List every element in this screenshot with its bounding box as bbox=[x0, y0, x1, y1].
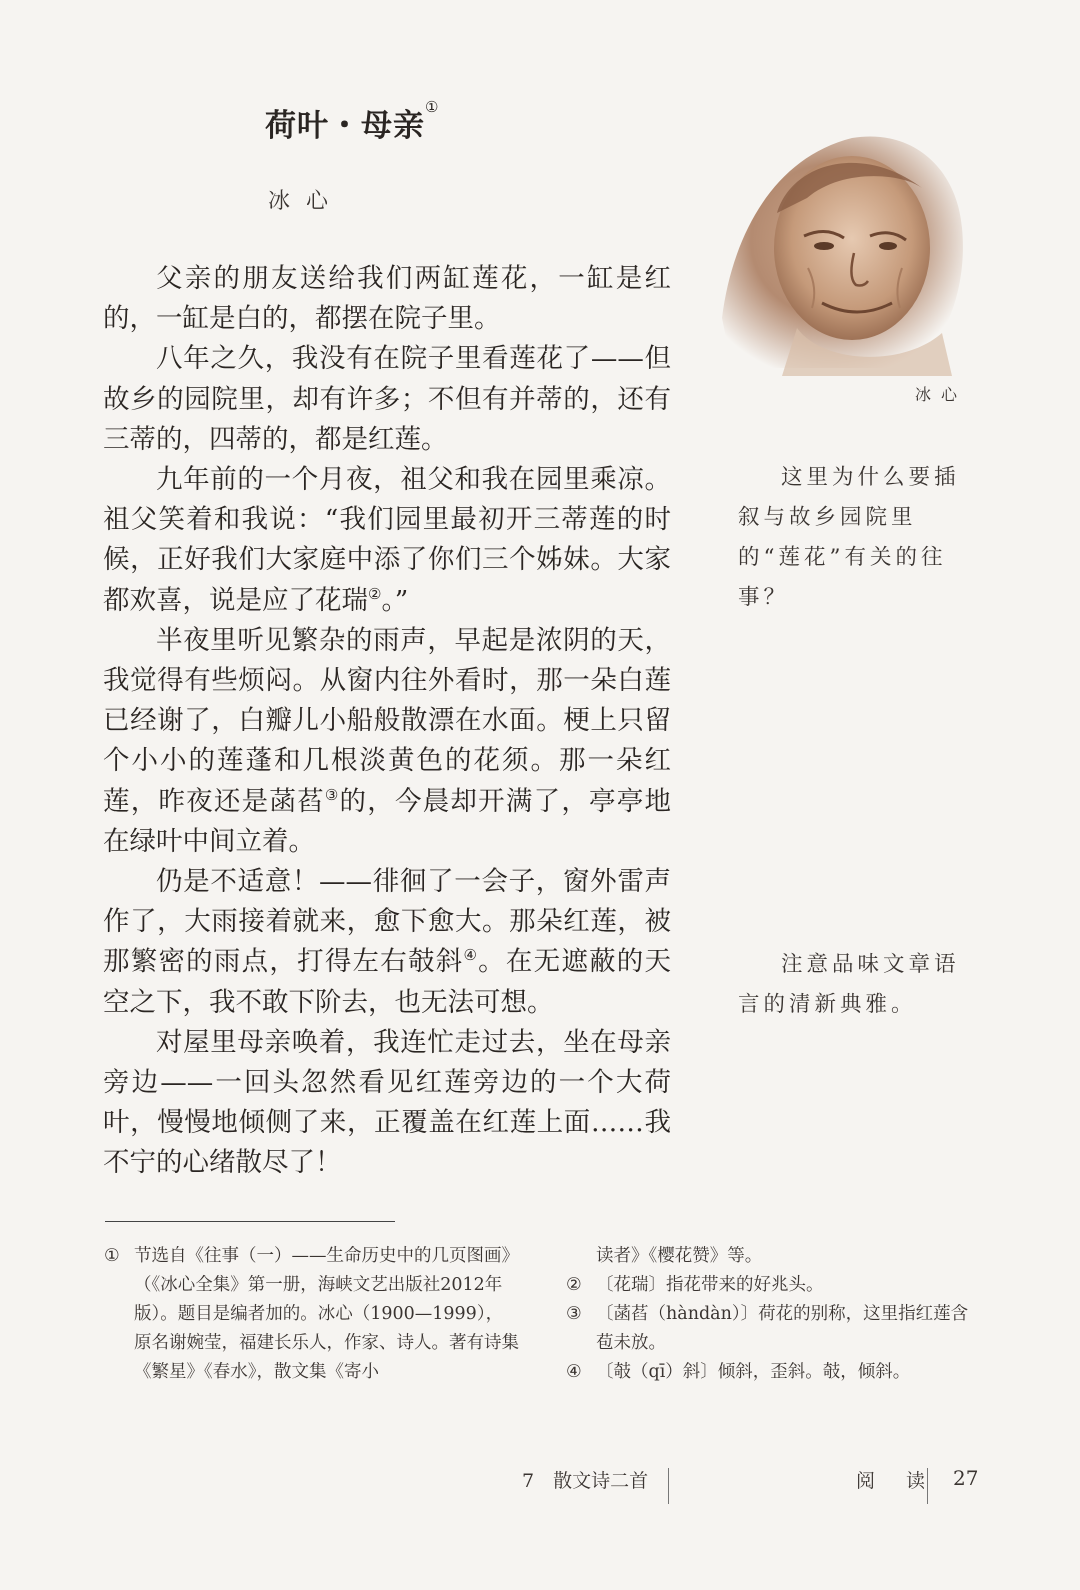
footer-divider bbox=[668, 1468, 669, 1504]
paragraph-text: 对屋里母亲唤着，我连忙走过去，坐在母亲旁边——一回头忽然看见红莲旁边的一个大荷叶，慢慢地倾侧了来，正覆盖在红莲上面……我不宁的心绪散尽了！ bbox=[103, 1026, 671, 1179]
title-text: 荷叶・母亲 bbox=[265, 108, 425, 144]
article-paragraph bbox=[103, 460, 671, 621]
footnote-text: 〔菡萏（hàndàn）〕荷花的别称，这里指红莲含苞未放。 bbox=[596, 1304, 969, 1353]
footnote-marker: ③ bbox=[324, 785, 340, 804]
paragraph-text: 半夜里听见繁杂的雨声，早起是浓阴的天，我觉得有些烦闷。从窗内往外看时，那一朵白莲已经谢了，白瓣儿小船般散漂在水面。梗上只留个小小的莲蓬和几根淡黄色的花须。那一朵红莲，昨夜还是菡萏 bbox=[103, 624, 671, 817]
paragraph-text: 八年之久，我没有在院子里看莲花了——但故乡的园院里，却有许多；不但有并蒂的，还有三蒂的，四蒂的，都是红莲。 bbox=[103, 343, 671, 455]
footer-divider bbox=[927, 1468, 928, 1504]
footnote-item bbox=[566, 1358, 984, 1387]
footnote-marker: ④ bbox=[463, 946, 479, 965]
footnote-text: 〔攲（qī）斜〕倾斜，歪斜。攲，倾斜。 bbox=[596, 1362, 911, 1382]
paragraph-text: 仍是不适意！——徘徊了一会子，窗外雷声作了，大雨接着就来，愈下愈大。那朵红莲，被那繁密的雨点，打得左右攲斜 bbox=[103, 866, 671, 978]
article-paragraph bbox=[103, 621, 671, 862]
page-number: 27 bbox=[953, 1466, 979, 1490]
title-footnote-marker: ① bbox=[425, 98, 440, 116]
footnote-item bbox=[566, 1300, 984, 1358]
footer-section-name: 阅 读 bbox=[856, 1470, 932, 1492]
side-note-text: 这里为什么要插叙与故乡园院里的“莲花”有关的往事？ bbox=[738, 465, 960, 610]
footnote-text: 〔花瑞〕指花带来的好兆头。 bbox=[596, 1275, 824, 1295]
footnote-number: ④ bbox=[566, 1362, 582, 1382]
paragraph-text: 九年前的一个月夜，祖父和我在园里乘凉。祖父笑着和我说：“我们园里最初开三蒂莲的时候，正好我们大家庭中添了你们三个姊妹。大家都欢喜，说是应了花瑞 bbox=[103, 464, 671, 616]
paragraph-text: 的，今晨却开满了，亭亭地在绿叶中间立着。 bbox=[103, 785, 672, 857]
author-name: 冰心 bbox=[268, 189, 345, 214]
portrait-illustration bbox=[712, 118, 970, 376]
footnote-item bbox=[566, 1271, 984, 1300]
side-note-language bbox=[738, 945, 974, 1025]
footnote-item bbox=[104, 1242, 520, 1387]
article-paragraph bbox=[103, 259, 671, 339]
side-note-question bbox=[738, 458, 974, 618]
footer-lesson-title: 7 散文诗二首 bbox=[522, 1470, 649, 1492]
author-portrait-image bbox=[712, 118, 970, 376]
footnote-number: ② bbox=[566, 1275, 582, 1295]
side-note-text: 注意品味文章语言的清新典雅。 bbox=[738, 952, 960, 1017]
paragraph-text: 父亲的朋友送给我们两缸莲花，一缸是红的，一缸是白的，都摆在院子里。 bbox=[103, 263, 671, 335]
footnote-text: 节选自《往事（一）——生命历史中的几页图画》（《冰心全集》第一册，海峡文艺出版社2012年版）。题目是编者加的。冰心（1900—1999），原名谢婉莹，福建长乐人，作家、诗人。著有诗集《繁星》《春水》，散文集《寄小 bbox=[134, 1246, 519, 1382]
article-body bbox=[103, 259, 671, 1184]
footnote-continuation: 读者》《樱花赞》等。 bbox=[596, 1246, 763, 1266]
article-paragraph bbox=[103, 862, 671, 1023]
paragraph-text: 。” bbox=[381, 584, 409, 616]
article-paragraph bbox=[103, 1023, 671, 1184]
portrait-caption: 冰心 bbox=[915, 385, 968, 404]
article-paragraph bbox=[103, 339, 671, 460]
footnotes-left-column bbox=[104, 1242, 520, 1387]
footnotes-right-column bbox=[566, 1242, 984, 1387]
page-title bbox=[265, 100, 439, 145]
footnote-number: ① bbox=[104, 1246, 120, 1266]
footnote-marker: ② bbox=[368, 584, 382, 603]
paragraph-text: 。在无遮蔽的天空之下，我不敢下阶去，也无法可想。 bbox=[103, 946, 672, 1018]
footnote-number: ③ bbox=[566, 1304, 582, 1324]
footnote-divider bbox=[105, 1221, 395, 1222]
